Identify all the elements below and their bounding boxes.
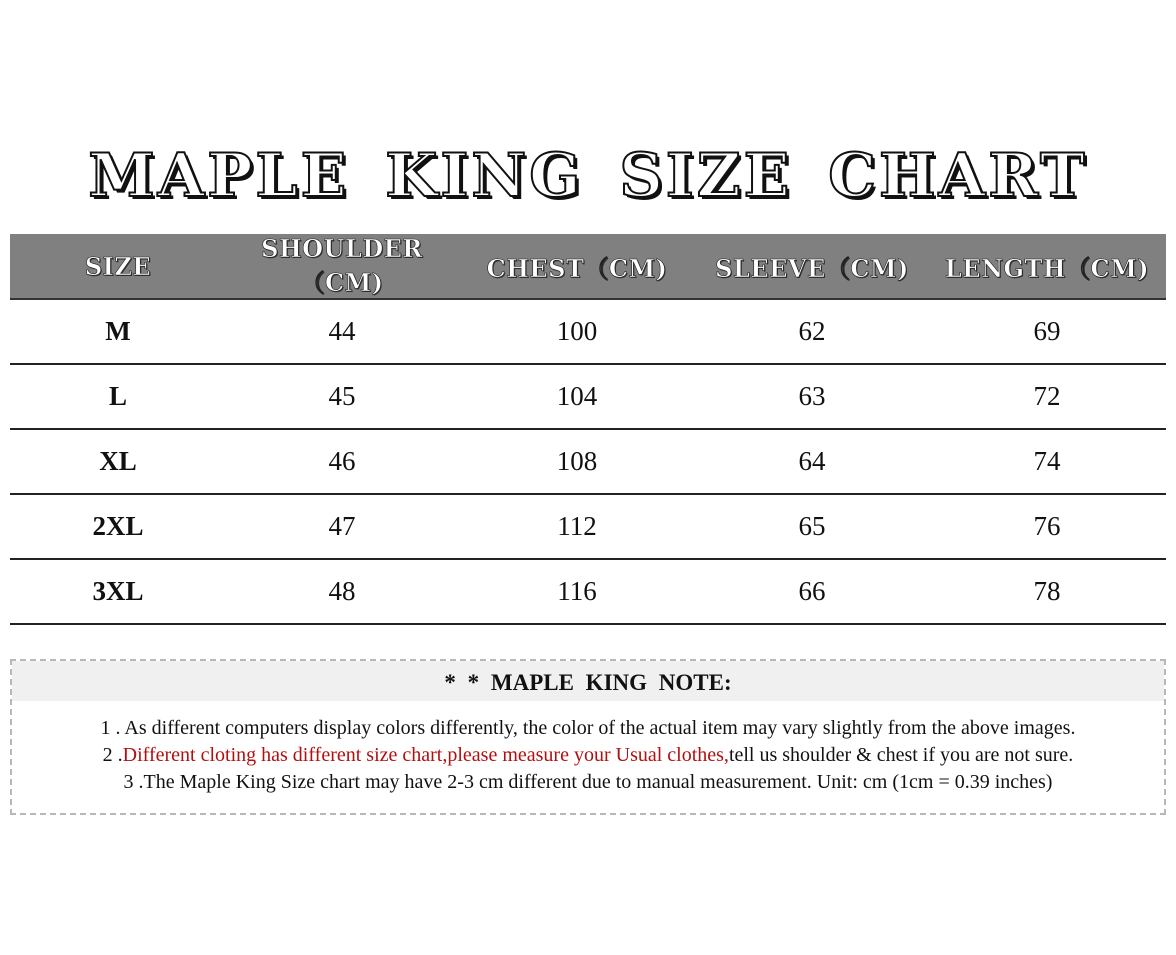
length-cell: 74 xyxy=(1033,446,1061,476)
sleeve-cell: 64 xyxy=(798,446,826,476)
sleeve-cell: 62 xyxy=(798,316,826,346)
sleeve-cell: 66 xyxy=(798,576,826,606)
note-lines xyxy=(12,701,1164,796)
note-line-2-suffix: tell us shoulder & chest if you are not sure. xyxy=(728,744,1074,766)
header-sleeve: SLEEVE（CM) xyxy=(715,253,909,283)
header-length: LENGTH（CM) xyxy=(944,253,1150,283)
page-title: MAPLE KING SIZE CHART xyxy=(88,141,1088,211)
chest-cell: 104 xyxy=(556,381,598,411)
note-line-1: 1 . As different computers display colors differently, the color of the actual item may vary slightly from the above images. xyxy=(100,717,1076,739)
table-row xyxy=(10,365,1166,430)
size-chart-table xyxy=(10,234,1166,625)
chest-cell: 108 xyxy=(556,446,598,476)
chest-cell: 100 xyxy=(556,316,598,346)
shoulder-cell: 45 xyxy=(328,381,356,411)
note-header: * * MAPLE KING NOTE: xyxy=(12,661,1164,701)
table-row xyxy=(10,560,1166,625)
shoulder-cell: 47 xyxy=(328,511,356,541)
table-row xyxy=(10,430,1166,495)
note-box xyxy=(10,659,1166,815)
table-row xyxy=(10,300,1166,365)
shoulder-cell: 44 xyxy=(328,316,356,346)
shoulder-cell: 48 xyxy=(328,576,356,606)
header-size: SIZE xyxy=(84,251,152,281)
chest-cell: 112 xyxy=(557,511,597,541)
sleeve-cell: 63 xyxy=(798,381,826,411)
note-line-2-prefix: 2 . xyxy=(102,744,123,766)
table-header xyxy=(10,234,1166,300)
size-cell: 3XL xyxy=(92,576,144,606)
sleeve-cell: 65 xyxy=(798,511,826,541)
header-chest: CHEST（CM) xyxy=(486,253,668,283)
length-cell: 78 xyxy=(1033,576,1061,606)
length-cell: 72 xyxy=(1033,381,1061,411)
length-cell: 69 xyxy=(1033,316,1061,346)
size-cell: 2XL xyxy=(92,511,144,541)
size-cell: M xyxy=(105,316,131,346)
size-cell: XL xyxy=(99,446,137,476)
size-cell: L xyxy=(108,381,127,411)
note-line-2 xyxy=(12,742,1164,769)
table-row xyxy=(10,495,1166,560)
note-line-3: 3 .The Maple King Size chart may have 2-3 cm different due to manual measurement. Unit: cm (1cm = 0.39 inches) xyxy=(123,771,1053,793)
length-cell: 76 xyxy=(1033,511,1061,541)
chest-cell: 116 xyxy=(557,576,597,606)
note-line-2-highlight: Different cloting has different size chart,please measure your Usual clothes, xyxy=(122,744,729,766)
header-shoulder: SHOULDER（CM) xyxy=(261,234,423,297)
shoulder-cell: 46 xyxy=(328,446,356,476)
